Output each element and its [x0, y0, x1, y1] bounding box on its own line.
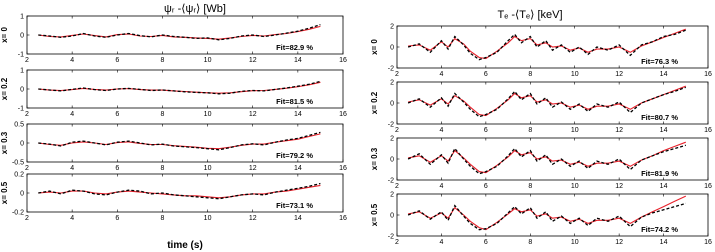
x-tick-label: 6 [115, 165, 120, 172]
y-tick-label: -1 [17, 51, 24, 59]
y-axis-label: x= 0.5 [0, 181, 9, 205]
right-title: Tₑ -⟨Tₑ⟩ [keV] [497, 9, 563, 21]
x-tick-label: 6 [115, 57, 120, 64]
x-tick-label: 4 [439, 239, 444, 246]
x-tick-label: 14 [659, 127, 668, 134]
x-tick-label: 2 [25, 165, 29, 172]
x-tick-label: 10 [570, 71, 579, 78]
x-tick-label: 16 [339, 215, 347, 222]
y-tick-label: -0.2 [11, 209, 24, 217]
x-tick-label: 12 [248, 111, 257, 118]
x-tick-label: 16 [704, 127, 712, 134]
x-tick-label: 10 [570, 239, 579, 246]
subplot-1-1 [370, 80, 712, 135]
y-tick-label: 0 [390, 100, 394, 108]
x-tick-label: 8 [528, 127, 533, 134]
subplot-0-2 [0, 122, 347, 173]
x-tick-label: 2 [395, 127, 399, 134]
y-tick-label: 0 [390, 44, 394, 52]
x-tick-label: 14 [293, 215, 302, 222]
x-tick-label: 6 [115, 215, 120, 222]
fit-percentage-label: Fit=81.5 % [276, 97, 313, 106]
y-axis-label: x= 0.2 [0, 77, 9, 101]
x-tick-label: 16 [339, 111, 347, 118]
x-tick-label: 4 [70, 165, 75, 172]
y-tick-label: 0 [20, 190, 24, 198]
fit-percentage-label: Fit=79.2 % [276, 151, 313, 160]
left-title: ψᵣ -⟨ψᵣ⟩ [Wb] [164, 3, 226, 15]
subplot-1-2 [370, 136, 712, 191]
x-tick-label: 12 [615, 239, 624, 246]
x-tick-label: 14 [659, 239, 668, 246]
x-tick-label: 6 [483, 127, 488, 134]
y-tick-label: 0 [20, 32, 24, 40]
x-tick-label: 10 [203, 111, 212, 118]
x-tick-label: 2 [25, 57, 29, 64]
y-axis-label: x= 0.2 [370, 91, 379, 115]
y-axis-label: x= 0 [370, 39, 379, 55]
plot-area [0, 14, 712, 247]
y-axis-label: x= 0.3 [0, 131, 9, 155]
x-tick-label: 8 [528, 71, 533, 78]
y-tick-label: -1 [17, 105, 24, 113]
x-tick-label: 6 [483, 183, 488, 190]
x-tick-label: 16 [704, 239, 712, 246]
x-tick-label: 6 [483, 71, 488, 78]
x-tick-label: 14 [293, 57, 302, 64]
x-tick-label: 2 [395, 183, 399, 190]
x-tick-label: 16 [704, 71, 712, 78]
x-tick-label: 8 [160, 165, 165, 172]
x-tick-label: 16 [339, 165, 347, 172]
x-tick-label: 12 [248, 57, 257, 64]
x-tick-label: 10 [570, 127, 579, 134]
fit-percentage-label: Fit=80.7 % [641, 113, 678, 122]
y-tick-label: 0.2 [14, 171, 24, 179]
y-tick-label: 2 [390, 191, 394, 199]
y-tick-label: 1 [20, 13, 24, 21]
subplot-0-1 [0, 68, 347, 119]
x-tick-label: 10 [203, 57, 212, 64]
x-tick-label: 2 [25, 215, 29, 222]
x-tick-label: 2 [25, 111, 29, 118]
subplot-0-3 [0, 172, 347, 223]
y-tick-label: -2 [387, 233, 394, 241]
x-tick-label: 4 [70, 111, 75, 118]
x-tick-label: 2 [395, 71, 399, 78]
x-tick-label: 16 [339, 57, 347, 64]
y-tick-label: 0 [20, 86, 24, 94]
x-tick-label: 14 [659, 183, 668, 190]
x-tick-label: 12 [615, 183, 624, 190]
x-tick-label: 10 [203, 215, 212, 222]
x-tick-label: 12 [248, 215, 257, 222]
x-tick-label: 4 [70, 57, 75, 64]
x-tick-label: 4 [439, 183, 444, 190]
x-tick-label: 6 [483, 239, 488, 246]
x-tick-label: 8 [528, 183, 533, 190]
x-tick-label: 14 [659, 71, 668, 78]
fit-percentage-label: Fit=76.3 % [641, 57, 678, 66]
x-tick-label: 10 [203, 165, 212, 172]
x-tick-label: 14 [293, 111, 302, 118]
y-tick-label: 1 [20, 67, 24, 75]
y-tick-label: 0 [20, 140, 24, 148]
x-tick-label: 10 [570, 183, 579, 190]
x-tick-label: 4 [439, 71, 444, 78]
subplot-1-3 [370, 192, 712, 247]
x-tick-label: 2 [395, 239, 399, 246]
fit-percentage-label: Fit=81.9 % [641, 169, 678, 178]
y-axis-label: x= 0.5 [370, 203, 379, 227]
subplot-1-0 [370, 24, 712, 79]
x-tick-label: 4 [439, 127, 444, 134]
y-tick-label: 0 [390, 156, 394, 164]
x-tick-label: 8 [160, 215, 165, 222]
fit-percentage-label: Fit=74.2 % [641, 225, 678, 234]
x-tick-label: 16 [704, 183, 712, 190]
left-xlabel: time (s) [167, 240, 203, 251]
y-tick-label: 0 [390, 212, 394, 220]
x-tick-label: 12 [248, 165, 257, 172]
y-tick-label: 2 [390, 135, 394, 143]
x-tick-label: 6 [115, 111, 120, 118]
fit-percentage-label: Fit=73.1 % [276, 201, 313, 210]
x-tick-label: 8 [528, 239, 533, 246]
y-tick-label: 2 [390, 79, 394, 87]
y-tick-label: -2 [387, 65, 394, 73]
y-axis-label: x= 0 [0, 27, 9, 43]
x-tick-label: 4 [70, 215, 75, 222]
x-tick-label: 8 [160, 57, 165, 64]
subplot-0-0 [0, 14, 347, 65]
y-axis-label: x= 0.3 [370, 147, 379, 171]
y-tick-label: 0.5 [14, 121, 24, 129]
x-tick-label: 12 [615, 71, 624, 78]
y-tick-label: 2 [390, 23, 394, 31]
x-tick-label: 8 [160, 111, 165, 118]
y-tick-label: -2 [387, 121, 394, 129]
y-tick-label: -0.5 [11, 159, 24, 167]
y-tick-label: -2 [387, 177, 394, 185]
x-tick-label: 14 [293, 165, 302, 172]
fit-percentage-label: Fit=82.9 % [276, 43, 313, 52]
x-tick-label: 12 [615, 127, 624, 134]
